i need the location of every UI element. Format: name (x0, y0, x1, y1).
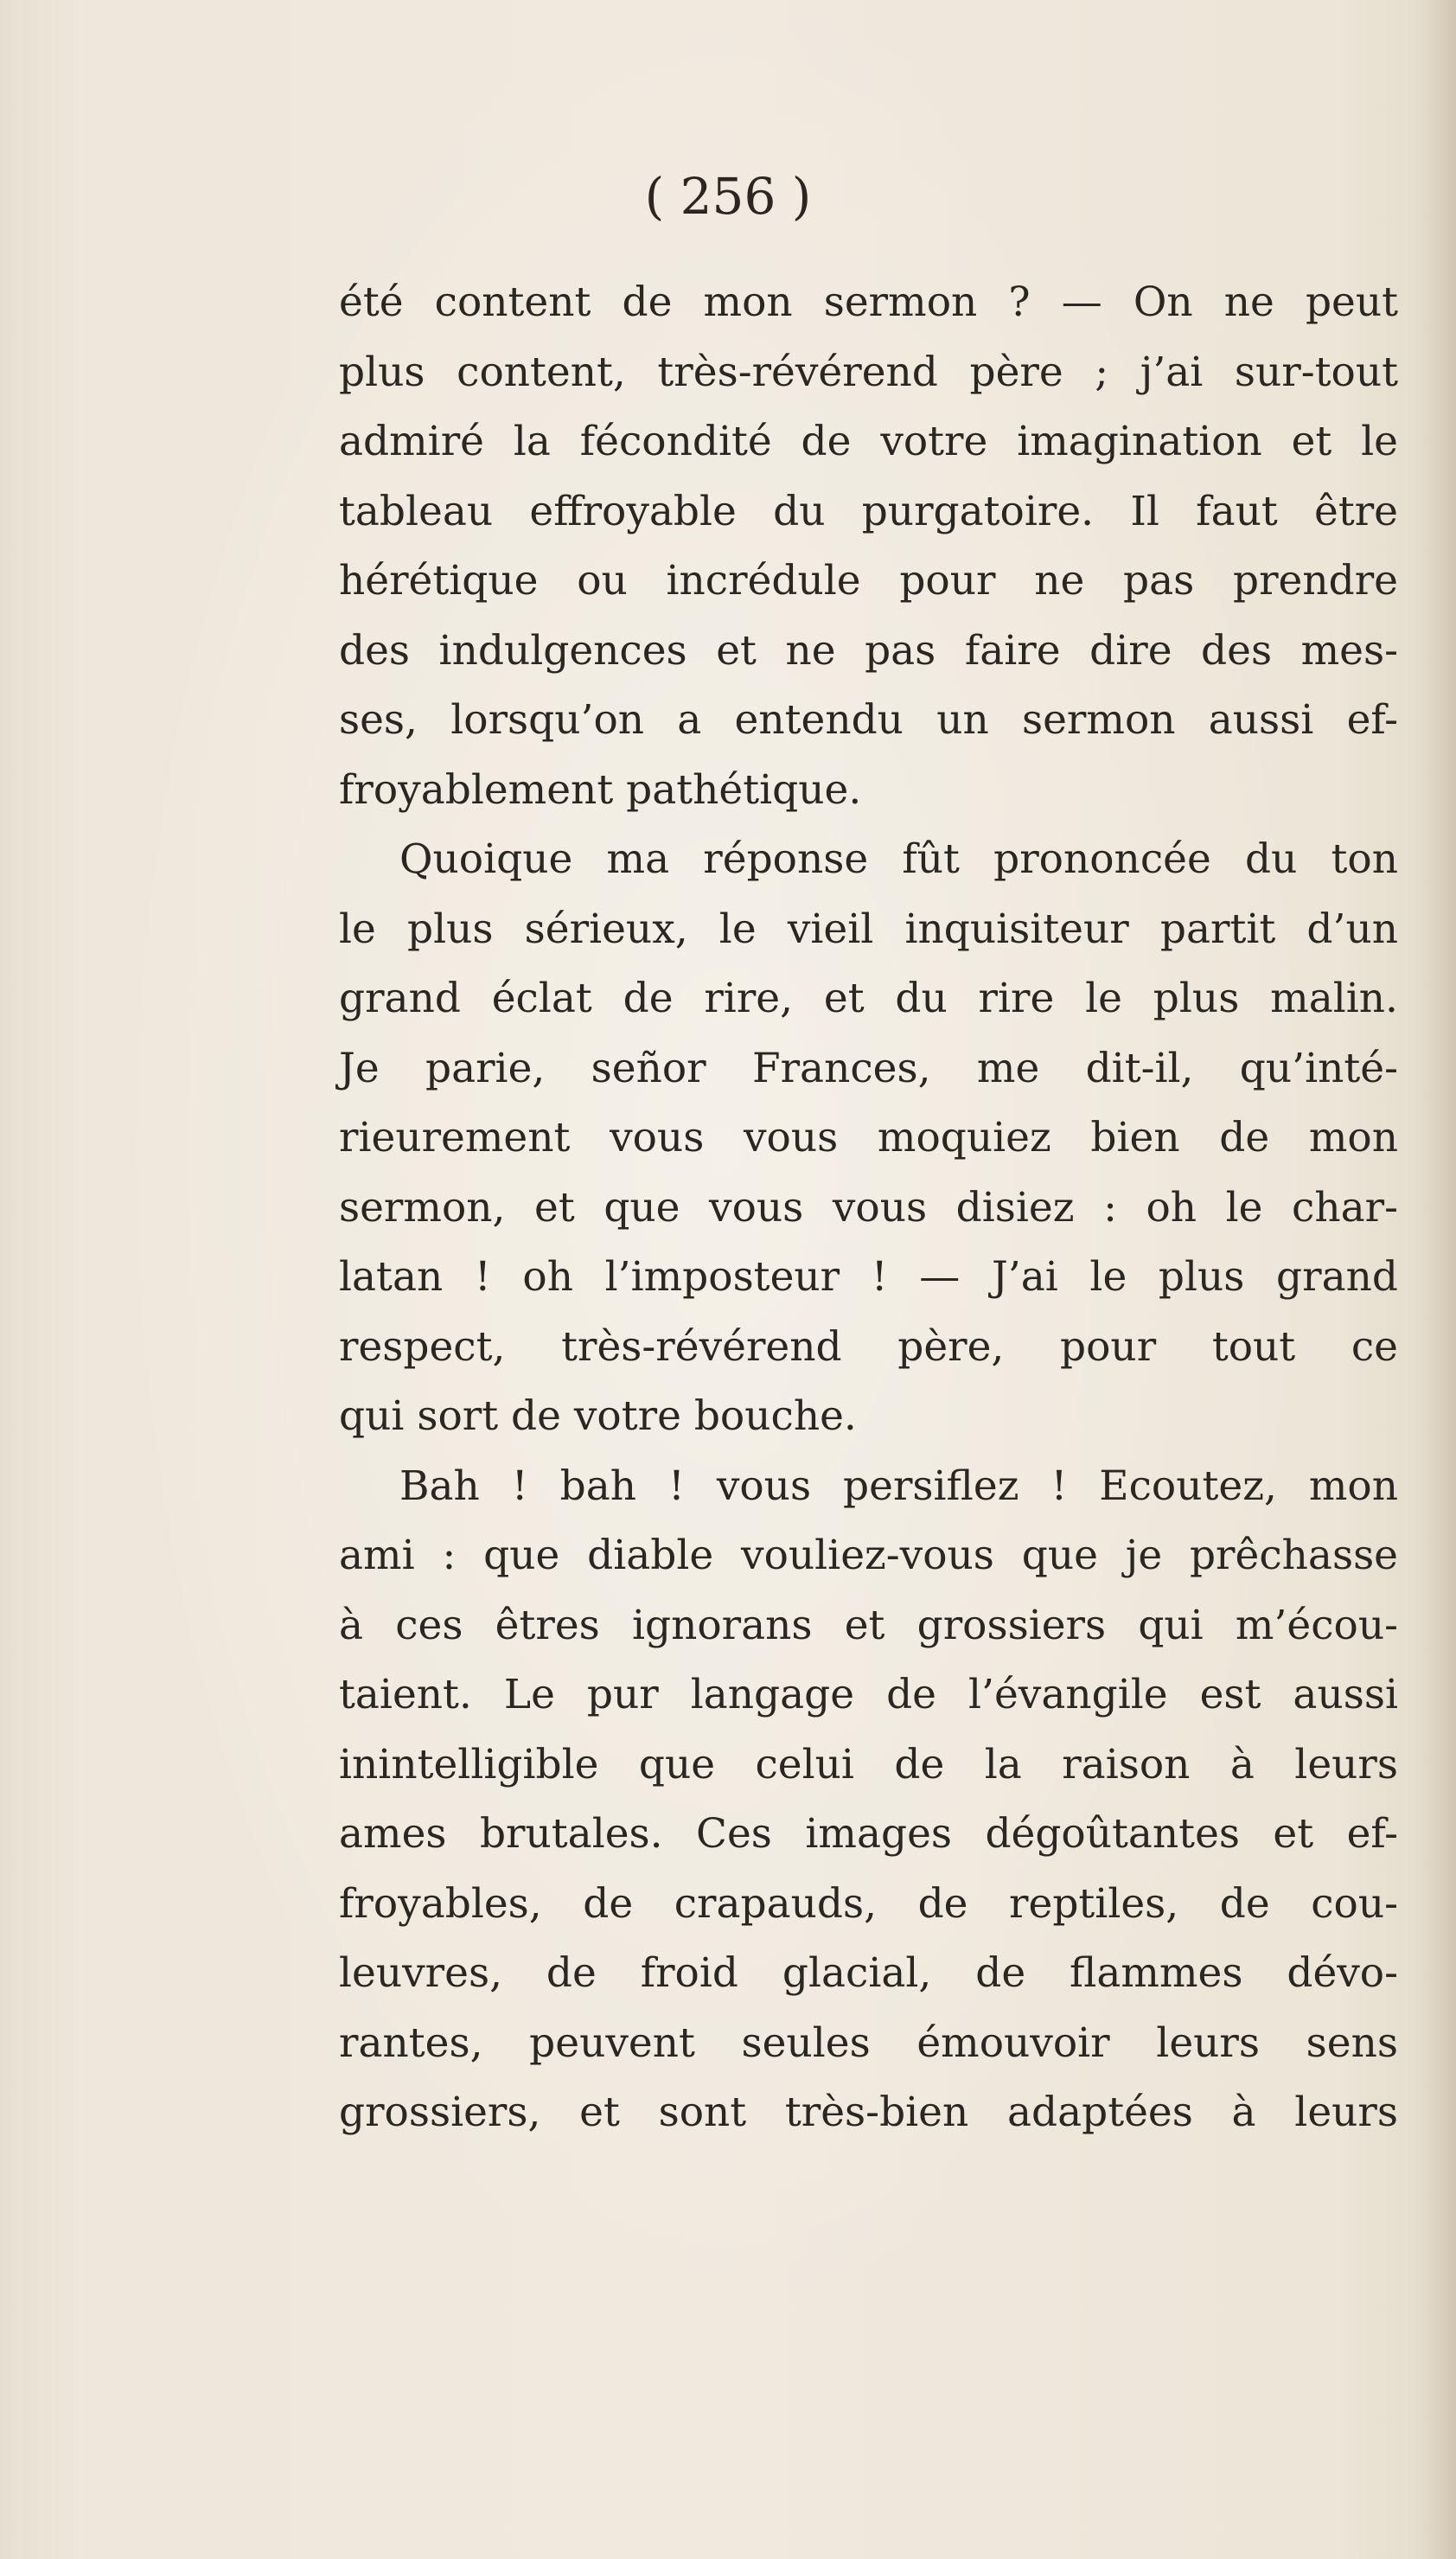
paragraph-first-line: Bah ! bah ! vous persiflez ! Ecoutez, mon (399, 1462, 1398, 1510)
text-line: ami : que diable vouliez-vous que je prêchasse (339, 1532, 1398, 1579)
page-number: ( 256 ) (644, 167, 812, 226)
text-line: froyablement pathétique. (339, 765, 862, 814)
text-line: rieurement vous vous moquiez bien de mon (339, 1114, 1398, 1161)
text-line: le plus sérieux, le vieil inquisiteur partit d’un (339, 905, 1398, 953)
text-line: à ces êtres ignorans et grossiers qui m’écou- (339, 1601, 1398, 1649)
text-line: inintelligible que celui de la raison à leurs (339, 1740, 1398, 1788)
text-line: hérétique ou incrédule pour ne pas prendre (339, 557, 1398, 605)
text-line: été content de mon sermon ? — On ne peut (339, 278, 1398, 326)
text-line: sermon, et que vous vous disiez : oh le char- (339, 1183, 1398, 1232)
page-edge-shadow (1421, 0, 1456, 2559)
text-line: tableau effroyable du purgatoire. Il faut être (339, 487, 1398, 535)
text-line: des indulgences et ne pas faire dire des mes- (339, 626, 1398, 675)
text-line: leuvres, de froid glacial, de flammes dévo- (339, 1949, 1398, 1997)
text-line: admiré la fécondité de votre imagination et le (339, 418, 1398, 465)
text-line: respect, très-révérend père, pour tout ce (339, 1322, 1398, 1371)
text-line: latan ! oh l’imposteur ! — J’ai le plus grand (339, 1253, 1398, 1301)
text-line: plus content, très-révérend père ; j’ai sur-tout (339, 348, 1398, 396)
text-line: rantes, peuvent seules émouvoir leurs sens (339, 2018, 1398, 2067)
text-line: grossiers, et sont très-bien adaptées à leurs (339, 2089, 1398, 2136)
body-text (339, 268, 1398, 2148)
paragraph-first-line: Quoique ma réponse fût prononcée du ton (399, 835, 1398, 883)
text-line: froyables, de crapauds, de reptiles, de cou- (339, 1879, 1398, 1928)
text-line: Je parie, señor Frances, me dit-il, qu’inté- (339, 1044, 1398, 1092)
text-line: ses, lorsqu’on a entendu un sermon aussi ef- (339, 696, 1398, 744)
text-line: grand éclat de rire, et du rire le plus malin. (339, 975, 1398, 1022)
text-line: ames brutales. Ces images dégoûtantes et ef- (339, 1810, 1398, 1858)
text-line: taient. Le pur langage de l’évangile est aussi (339, 1671, 1398, 1718)
text-line: qui sort de votre bouche. (339, 1392, 857, 1440)
